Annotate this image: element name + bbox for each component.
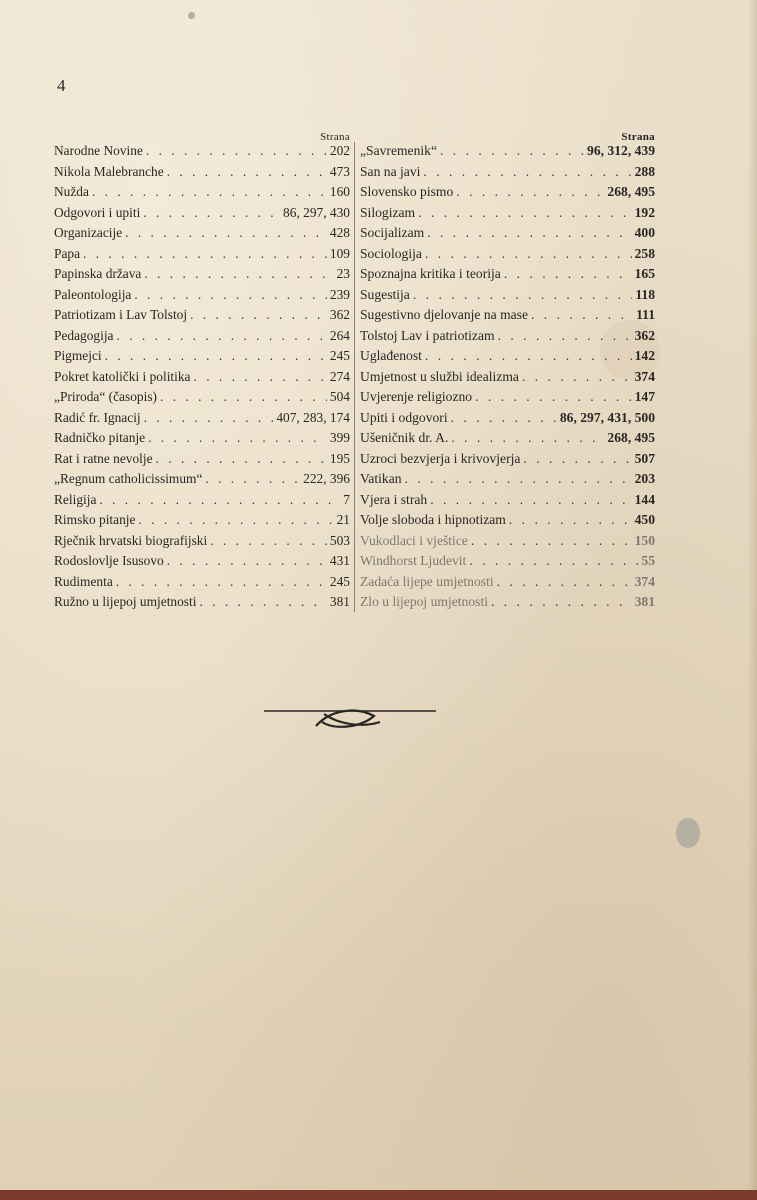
entry-pages: 222, 396 — [303, 471, 350, 486]
entry-pages: 165 — [634, 266, 655, 281]
entry-pages: 142 — [634, 348, 655, 363]
entry-pages: 374 — [634, 573, 655, 589]
dot-leader — [430, 492, 631, 508]
dot-leader — [405, 471, 632, 487]
dot-leader — [497, 574, 632, 590]
dot-leader — [99, 492, 340, 508]
index-entry — [54, 471, 350, 492]
entry-pages: 268, 495 — [607, 430, 655, 445]
index-entry — [360, 471, 655, 492]
index-entry — [360, 430, 655, 451]
entry-label: Pokret katolički i politika — [54, 368, 191, 384]
entry-label: Windhorst Ljudevit — [360, 553, 467, 568]
index-entry — [360, 594, 655, 615]
entry-pages: 195 — [329, 450, 350, 466]
dot-leader — [143, 205, 280, 221]
dot-leader — [471, 533, 632, 549]
dot-leader — [144, 266, 333, 282]
paper-blemish — [676, 818, 700, 848]
entry-pages: 268, 495 — [607, 184, 655, 199]
entry-label: Patriotizam i Lav Tolstoj — [54, 307, 188, 322]
entry-label: Nikola Malebranche — [54, 163, 164, 179]
dot-leader — [504, 266, 632, 282]
entry-pages: 473 — [329, 163, 350, 179]
entry-label: Rudimenta — [54, 573, 113, 589]
column-header-label: Strana — [621, 131, 655, 143]
index-entry — [360, 164, 655, 185]
entry-label: Papa — [54, 245, 81, 261]
index-entry — [54, 492, 350, 513]
entry-pages: 504 — [329, 389, 350, 404]
entry-pages: 258 — [634, 245, 655, 261]
index-entry — [54, 184, 350, 205]
entry-label: Narodne Novine — [54, 143, 143, 158]
column-header-label: Strana — [320, 131, 350, 143]
entry-pages: 109 — [329, 245, 350, 261]
entry-label: Rječnik hrvatski biografijski — [54, 532, 208, 548]
entry-label: Sugestivno djelovanje na mase — [360, 307, 528, 322]
index-entry — [54, 594, 350, 615]
entry-pages: 160 — [329, 184, 350, 199]
dot-leader — [205, 471, 300, 487]
entry-label: Sociologija — [360, 245, 422, 261]
entry-label: Nužda — [54, 184, 89, 199]
dot-leader — [125, 225, 327, 241]
entry-label: San na javi — [360, 163, 421, 179]
dot-leader — [160, 389, 327, 405]
entry-pages: 400 — [634, 225, 655, 240]
dot-leader — [451, 410, 557, 426]
index-entry — [360, 574, 655, 595]
tailpiece-ornament — [264, 700, 436, 736]
entry-label: Vukodlaci i vještice — [360, 532, 468, 548]
entry-pages: 86, 297, 430 — [283, 204, 350, 220]
entry-label: Volje sloboda i hipnotizam — [360, 512, 506, 527]
dot-leader — [105, 348, 327, 364]
dot-leader — [116, 574, 327, 590]
entry-pages: 144 — [634, 491, 655, 507]
dot-leader — [531, 307, 633, 323]
index-entry — [54, 512, 350, 533]
entry-label: „Regnum catholicissimum“ — [54, 471, 203, 486]
entry-pages: 381 — [634, 594, 655, 609]
dot-leader — [413, 287, 633, 303]
dot-leader — [418, 205, 631, 221]
dot-leader — [425, 348, 632, 364]
dot-leader — [498, 328, 632, 344]
index-entry — [54, 266, 350, 287]
entry-label: Radić fr. Ignacij — [54, 409, 141, 425]
entry-label: Religija — [54, 491, 97, 507]
dot-leader — [210, 533, 327, 549]
index-entry — [360, 205, 655, 226]
entry-label: Organizacije — [54, 225, 123, 240]
paper-spot — [188, 12, 195, 19]
index-entry — [360, 225, 655, 246]
dot-leader — [522, 369, 632, 385]
index-entry — [54, 451, 350, 472]
entry-pages: 450 — [634, 512, 655, 527]
entry-pages: 264 — [329, 327, 350, 343]
entry-pages: 203 — [634, 471, 655, 486]
entry-pages: 431 — [329, 553, 350, 568]
entry-label: Zadaća lijepe umjetnosti — [360, 573, 494, 589]
index-entry — [54, 430, 350, 451]
entry-pages: 96, 312, 439 — [587, 143, 655, 158]
entry-label: Papinska država — [54, 266, 142, 281]
entry-label: Rimsko pitanje — [54, 512, 136, 527]
dot-leader — [491, 594, 632, 610]
entry-label: Rat i ratne nevolje — [54, 450, 153, 466]
dot-leader — [167, 164, 327, 180]
dot-leader — [92, 184, 327, 200]
entry-label: Odgovori i upiti — [54, 204, 141, 220]
entry-pages: 362 — [329, 307, 350, 322]
entry-pages: 150 — [634, 532, 655, 548]
dot-leader — [117, 328, 327, 344]
entry-pages: 428 — [329, 225, 350, 240]
entry-label: Pigmejci — [54, 348, 102, 363]
entry-pages: 86, 297, 431, 500 — [559, 409, 655, 425]
index-column-right — [360, 124, 655, 615]
index-entry — [360, 348, 655, 369]
index-entry — [54, 410, 350, 431]
index-entry — [54, 533, 350, 554]
dot-leader — [156, 451, 327, 467]
entry-pages: 245 — [329, 573, 350, 589]
entry-pages: 239 — [329, 286, 350, 302]
entry-label: Spoznajna kritika i teorija — [360, 266, 501, 281]
entry-label: Rodoslovlje Isusovo — [54, 553, 164, 568]
index-entry — [54, 348, 350, 369]
column-header-strana — [54, 124, 350, 143]
index-entry — [54, 246, 350, 267]
entry-pages: 507 — [634, 450, 655, 466]
entry-pages: 288 — [634, 163, 655, 179]
entry-pages: 55 — [641, 553, 655, 568]
index-entry — [360, 307, 655, 328]
index-entry — [54, 307, 350, 328]
entry-pages: 21 — [336, 512, 350, 527]
dot-leader — [199, 594, 326, 610]
page-bottom-edge — [0, 1190, 757, 1200]
dot-leader — [523, 451, 631, 467]
dot-leader — [425, 246, 632, 262]
entry-pages: 362 — [634, 327, 655, 343]
entry-pages: 381 — [329, 594, 350, 609]
entry-pages: 202 — [329, 143, 350, 158]
entry-pages: 374 — [634, 368, 655, 384]
dot-leader — [451, 430, 604, 446]
index-entry — [54, 369, 350, 390]
entry-label: Pedagogija — [54, 327, 114, 343]
entry-label: Vatikan — [360, 471, 402, 486]
page-number: 4 — [57, 76, 66, 95]
entry-label: Radničko pitanje — [54, 430, 146, 445]
page-edge-shadow — [747, 0, 757, 1200]
index-entry — [360, 512, 655, 533]
index-entry — [54, 164, 350, 185]
entry-label: „Savremenik“ — [360, 143, 437, 158]
index-entry — [360, 246, 655, 267]
index-entry — [360, 143, 655, 164]
entry-pages: 274 — [329, 368, 350, 384]
entry-label: „Priroda“ (časopis) — [54, 389, 157, 404]
entry-label: Umjetnost u službi idealizma — [360, 368, 519, 384]
entry-label: Uzroci bezvjerja i krivovjerja — [360, 450, 521, 466]
index-entry — [54, 287, 350, 308]
dot-leader — [134, 287, 327, 303]
entry-pages: 118 — [635, 286, 655, 302]
index-entry — [360, 533, 655, 554]
index-column-left — [54, 124, 350, 615]
dot-leader — [509, 512, 632, 528]
entry-pages: 23 — [336, 266, 350, 281]
index-entry — [360, 492, 655, 513]
entry-label: Upiti i odgovori — [360, 409, 448, 425]
entry-label: Uglađenost — [360, 348, 422, 363]
index-entry — [360, 328, 655, 349]
dot-leader — [148, 430, 327, 446]
dot-leader — [427, 225, 631, 241]
entry-pages: 399 — [329, 430, 350, 445]
index-entry — [360, 184, 655, 205]
index-entry — [360, 266, 655, 287]
entry-label: Sugestija — [360, 286, 410, 302]
dot-leader — [469, 553, 638, 569]
dot-leader — [83, 246, 327, 262]
entry-pages: 147 — [634, 389, 655, 404]
dot-leader — [144, 410, 274, 426]
index-entry — [54, 553, 350, 574]
index-entry — [360, 553, 655, 574]
entry-label: Slovensko pismo — [360, 184, 454, 199]
index-entry — [360, 287, 655, 308]
column-divider — [354, 142, 355, 612]
dot-leader — [456, 184, 604, 200]
entry-label: Tolstoj Lav i patriotizam — [360, 327, 495, 343]
entry-label: Ružno u lijepoj umjetnosti — [54, 594, 197, 609]
index-entry — [54, 389, 350, 410]
entry-pages: 111 — [636, 307, 655, 322]
entry-pages: 407, 283, 174 — [276, 409, 350, 425]
index-entry — [360, 410, 655, 431]
index-entry — [360, 389, 655, 410]
entry-pages: 7 — [343, 491, 350, 507]
dot-leader — [475, 389, 632, 405]
dot-leader — [190, 307, 327, 323]
entry-label: Vjera i strah — [360, 491, 428, 507]
dot-leader — [423, 164, 631, 180]
entry-label: Socijalizam — [360, 225, 425, 240]
index-entry — [360, 369, 655, 390]
entry-label: Ušeničnik dr. A. — [360, 430, 449, 445]
entry-pages: 245 — [329, 348, 350, 363]
dot-leader — [146, 143, 327, 159]
dot-leader — [167, 553, 327, 569]
entry-pages: 503 — [329, 532, 350, 548]
index-entry — [54, 574, 350, 595]
column-header-strana — [360, 124, 655, 143]
index-entry — [54, 143, 350, 164]
entry-label: Silogizam — [360, 204, 416, 220]
index-entry — [360, 451, 655, 472]
index-entry — [54, 205, 350, 226]
dot-leader — [138, 512, 333, 528]
entry-label: Uvjerenje religiozno — [360, 389, 473, 404]
entry-label: Zlo u lijepoj umjetnosti — [360, 594, 488, 609]
dot-leader — [194, 369, 327, 385]
entry-pages: 192 — [634, 204, 655, 220]
entry-label: Paleontologija — [54, 286, 132, 302]
index-entry — [54, 225, 350, 246]
index-entry — [54, 328, 350, 349]
dot-leader — [440, 143, 584, 159]
